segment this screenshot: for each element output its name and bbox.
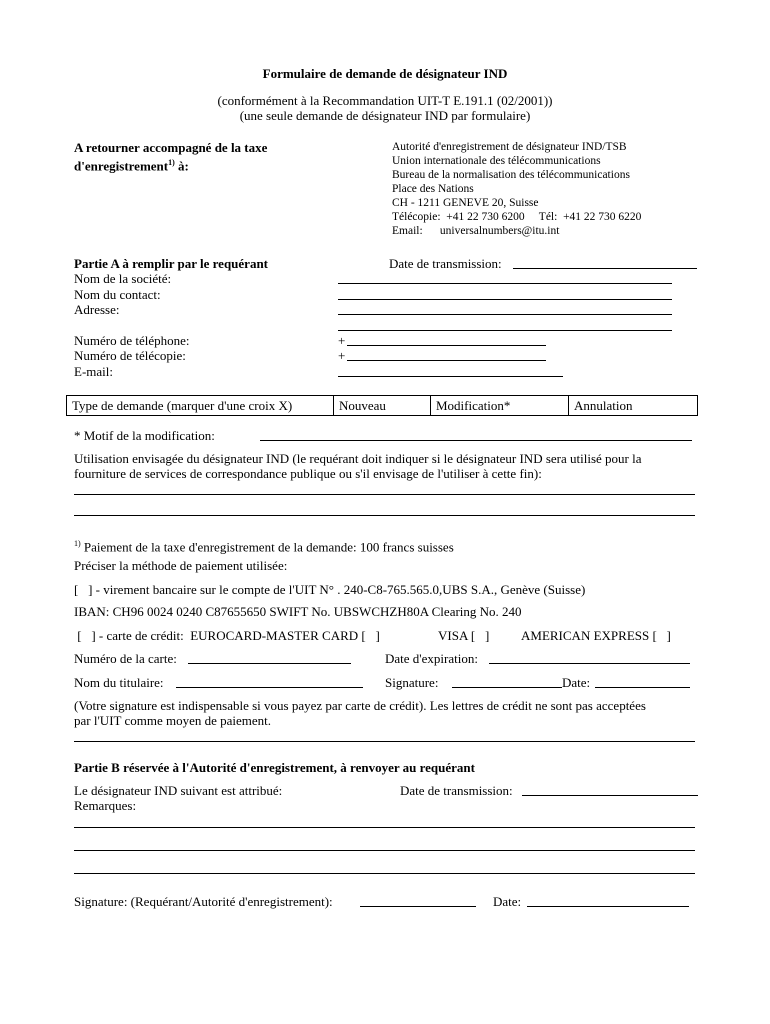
remarks-field-line1[interactable] <box>74 827 695 828</box>
part-b-heading: Partie B réservée à l'Autorité d'enregistrement, à renvoyer au requérant <box>74 760 475 775</box>
card-number-label: Numéro de la carte: <box>74 651 177 666</box>
address-line: Bureau de la normalisation des télécommunications <box>392 169 630 181</box>
address-email: Email: universalnumbers@itu.int <box>392 225 560 237</box>
usage-label-line2: fourniture de services de correspondance publique ou s'il envisage de l'utiliser à cette fin): <box>74 466 542 481</box>
payment-fee-text: $^{1)}$ Paiement de la taxe d'enregistrement de la demande: 100 francs suisses <box>74 539 454 555</box>
expiry-date-label: Date d'expiration: <box>385 651 478 666</box>
part-b-transmission-date-field[interactable] <box>522 795 698 796</box>
part-b-transmission-date-label: Date de transmission: <box>400 783 513 798</box>
fax-label: Numéro de télécopie: <box>74 348 186 363</box>
form-subtitle-single-request: (une seule demande de désignateur IND par formulaire) <box>239 108 531 123</box>
remarks-field-line2[interactable] <box>74 850 695 851</box>
usage-field-line2[interactable] <box>74 515 695 516</box>
payment-notes-line[interactable] <box>74 741 695 742</box>
card-holder-field[interactable] <box>176 687 363 688</box>
card-holder-label: Nom du titulaire: <box>74 675 164 690</box>
usage-label-line1: Utilisation envisagée du désignateur IND (le requérant doit indiquer si le désignateur IND sera utilisé pour la <box>74 451 642 466</box>
fax-field[interactable] <box>347 360 546 361</box>
signature-note-line1: (Votre signature est indispensable si vous payez par carte de crédit). Les lettres de crédit ne sont pas acceptées <box>74 698 646 713</box>
part-a-heading: Partie A à remplir par le requérant <box>74 256 269 271</box>
remarks-field-line3[interactable] <box>74 873 695 874</box>
address-line: Autorité d'enregistrement de désignateur IND/TSB <box>392 141 627 153</box>
company-name-field[interactable] <box>338 283 672 284</box>
address-line: CH - 1211 GENEVE 20, Suisse <box>392 197 539 209</box>
phone-plus-sign: + <box>338 333 346 348</box>
contact-name-label: Nom du contact: <box>74 287 161 302</box>
transmission-date-label: Date de transmission: <box>389 256 502 271</box>
address-field-line1[interactable] <box>338 314 672 315</box>
modification-reason-label: * Motif de la modification: <box>74 428 215 443</box>
address-field-line2[interactable] <box>338 330 672 331</box>
remarks-label: Remarques: <box>74 798 137 813</box>
credit-card-eurocard-option[interactable]: [ ] - carte de crédit: EUROCARD-MASTER CARD [ ] <box>74 628 380 643</box>
request-type-new-option[interactable]: Nouveau <box>334 396 431 416</box>
payment-method-label: Préciser la méthode de paiement utilisée: <box>74 558 288 573</box>
address-fax-phone: Télécopie: +41 22 730 6200 Tél: +41 22 730 6220 <box>392 211 642 223</box>
final-signature-label: Signature: (Requérant/Autorité d'enregistrement): <box>74 894 333 909</box>
company-name-label: Nom de la société: <box>74 271 172 286</box>
request-type-modification-option[interactable]: Modification* <box>431 396 569 416</box>
request-type-label: Type de demande (marquer d'une croix X) <box>67 396 334 416</box>
address-label: Adresse: <box>74 302 120 317</box>
final-date-field[interactable] <box>527 906 689 907</box>
request-type-cancel-option[interactable]: Annulation <box>569 396 698 416</box>
phone-label: Numéro de téléphone: <box>74 333 190 348</box>
email-field[interactable] <box>338 376 563 377</box>
address-line: Union internationale des télécommunications <box>392 155 601 167</box>
bank-transfer-option[interactable]: [ ] - virement bancaire sur le compte de l'UIT N° . 240-C8-765.565.0,UBS S.A., Genève (Suisse) <box>74 582 586 597</box>
form-title: Formulaire de demande de désignateur IND <box>262 66 508 81</box>
return-label-line2: d'enregistrement$^{1)}$ à: <box>74 158 189 174</box>
modification-reason-field[interactable] <box>260 440 692 441</box>
card-date-label: Date: <box>562 675 591 690</box>
form-subtitle-recommendation: (conformément à la Recommandation UIT-T E.191.1 (02/2001)) <box>217 93 553 108</box>
final-date-label: Date: <box>493 894 522 909</box>
credit-card-visa-option[interactable]: VISA [ ] <box>438 628 490 643</box>
card-signature-field[interactable] <box>452 687 562 688</box>
signature-note-line2: par l'UIT comme moyen de paiement. <box>74 713 272 728</box>
iban-details: IBAN: CH96 0024 0240 C87655650 SWIFT No. UBSWCHZH80A Clearing No. 240 <box>74 604 522 619</box>
ind-assigned-label: Le désignateur IND suivant est attribué: <box>74 783 283 798</box>
final-signature-field[interactable] <box>360 906 476 907</box>
phone-field[interactable] <box>347 345 546 346</box>
address-line: Place des Nations <box>392 183 474 195</box>
card-date-field[interactable] <box>595 687 690 688</box>
expiry-date-field[interactable] <box>489 663 690 664</box>
request-type-table <box>66 395 698 416</box>
contact-name-field[interactable] <box>338 299 672 300</box>
usage-field-line1[interactable] <box>74 494 695 495</box>
card-number-field[interactable] <box>188 663 351 664</box>
fax-plus-sign: + <box>338 348 346 363</box>
transmission-date-field[interactable] <box>513 268 697 269</box>
card-signature-label: Signature: <box>385 675 439 690</box>
email-label: E-mail: <box>74 364 113 379</box>
credit-card-amex-option[interactable]: AMERICAN EXPRESS [ ] <box>521 628 671 643</box>
return-label-line1: A retourner accompagné de la taxe <box>74 140 268 155</box>
